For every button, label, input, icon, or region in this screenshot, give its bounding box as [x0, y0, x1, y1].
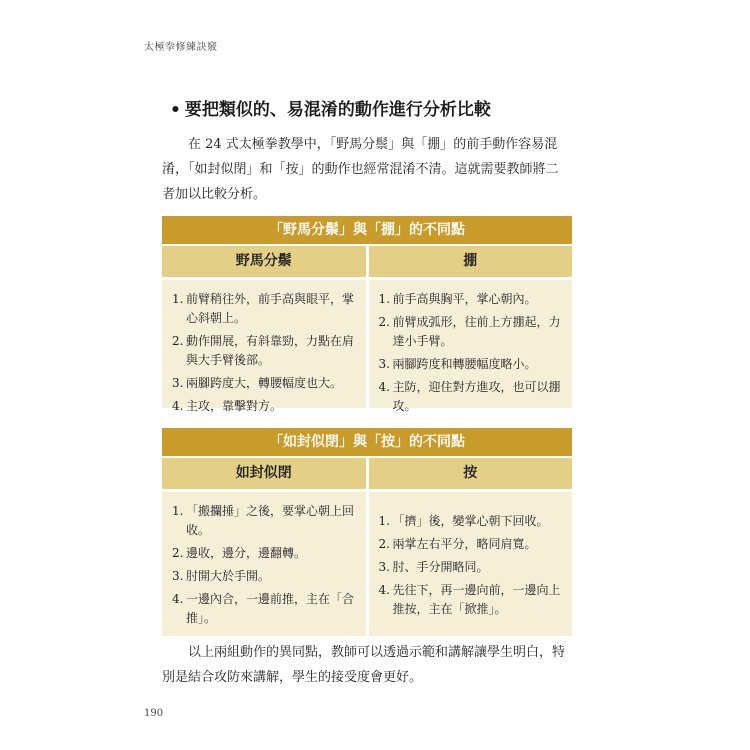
section-bullet: •: [170, 100, 181, 120]
list-item: [379, 558, 567, 577]
list-item: [379, 378, 567, 416]
item-number: 3.: [172, 376, 184, 390]
intro-paragraph: [162, 132, 578, 207]
list-item: [172, 502, 360, 540]
item-number: 1.: [378, 292, 390, 306]
item-text: 兩掌左右平分，略同肩寬。: [392, 537, 537, 551]
item-list: [172, 290, 360, 416]
item-text: 邊收，邊分，邊翻轉。: [186, 546, 307, 560]
table-header-left: 如封似閉: [162, 458, 369, 489]
page-number: 190: [144, 708, 164, 719]
item-number: 4.: [172, 399, 184, 413]
list-item: [172, 567, 360, 586]
list-item: [172, 590, 360, 628]
list-item: [379, 581, 567, 619]
section-title: [170, 95, 491, 120]
item-text: 「擠」後，變掌心朝下回收。: [392, 514, 549, 528]
intro-line: 淆，「如封似閉」和「按」的動作也經常混淆不清。這就需要教師將二: [162, 162, 559, 177]
table-header-right: 掤: [463, 253, 478, 269]
item-number: 4.: [378, 380, 390, 394]
item-text: 前手高與胸平，掌心朝內。: [392, 292, 537, 306]
item-number: 1.: [172, 292, 184, 306]
item-text: 一邊內合，一邊前推，主在「合推」。: [186, 592, 355, 625]
table-column-left: [162, 492, 369, 636]
item-text: 先往下，再一邊向前，一邊向上推按，主在「掀推」。: [392, 583, 561, 616]
item-number: 2.: [172, 546, 184, 560]
item-text: 兩腳跨度和轉腰幅度略小。: [392, 357, 537, 371]
item-list: [379, 512, 567, 619]
table-column-left: [162, 280, 369, 413]
comparison-table-2: [162, 428, 572, 636]
item-number: 3.: [378, 560, 390, 574]
closing-line: 以上兩組動作的異同點，教師可以透過示範和講解讓學生明白，特: [188, 645, 566, 660]
item-text: 前臂成弧形，往前上方掤起，力達小手臂。: [392, 315, 561, 348]
item-text: 主攻，靠擊對方。: [186, 399, 283, 413]
item-list: [379, 290, 567, 416]
list-item: [379, 535, 567, 554]
list-item: [379, 512, 567, 531]
item-number: 1.: [378, 514, 390, 528]
item-number: 3.: [172, 569, 184, 583]
closing-paragraph: [162, 640, 578, 690]
table-header-row: [162, 458, 572, 489]
closing-line: 別是結合攻防來講解，學生的接受度會更好。: [162, 670, 423, 685]
table-title: 「如封似閉」與「按」的不同點: [162, 428, 572, 456]
intro-line: 者加以比較分析。: [162, 187, 267, 202]
list-item: [172, 332, 360, 370]
list-item: [379, 290, 567, 309]
item-number: 4.: [378, 583, 390, 597]
list-item: [379, 313, 567, 351]
table-header-row: [162, 246, 572, 277]
item-text: 兩腳跨度大，轉腰幅度也大。: [186, 376, 343, 390]
table-body: [162, 280, 572, 413]
table-header-right: 按: [463, 465, 478, 481]
item-text: 動作開展，有斜靠勁，力點在肩與大手臂後部。: [186, 334, 355, 367]
item-number: 1.: [172, 504, 184, 518]
item-text: 肘開大於手開。: [186, 569, 271, 583]
item-number: 2.: [172, 334, 184, 348]
item-text: 主防，迎住對方進攻，也可以掤攻。: [392, 380, 561, 413]
item-text: 「搬攔捶」之後，要掌心朝上回收。: [186, 504, 355, 537]
intro-line: 在 24 式太極拳教學中，「野馬分鬃」與「掤」的前手動作容易混: [188, 137, 558, 152]
running-head: 太極拳修練訣竅: [144, 42, 218, 53]
list-item: [172, 397, 360, 416]
list-item: [379, 355, 567, 374]
item-number: 4.: [172, 592, 184, 606]
item-text: 肘、手分開略同。: [392, 560, 489, 574]
item-number: 2.: [378, 537, 390, 551]
list-item: [172, 290, 360, 328]
item-list: [172, 502, 360, 628]
table-header-left: 野馬分鬃: [162, 246, 369, 277]
list-item: [172, 544, 360, 563]
item-text: 前臂稍往外，前手高與眼平，掌心斜朝上。: [186, 292, 355, 325]
item-number: 2.: [378, 315, 390, 329]
table-title: 「野馬分鬃」與「掤」的不同點: [162, 216, 572, 244]
table-body: [162, 492, 572, 636]
table-column-right: [369, 492, 573, 636]
section-title-text: 要把類似的、易混淆的動作進行分析比較: [184, 100, 491, 120]
list-item: [172, 374, 360, 393]
table-column-right: [369, 280, 573, 413]
item-number: 3.: [378, 357, 390, 371]
comparison-table-1: [162, 216, 572, 413]
